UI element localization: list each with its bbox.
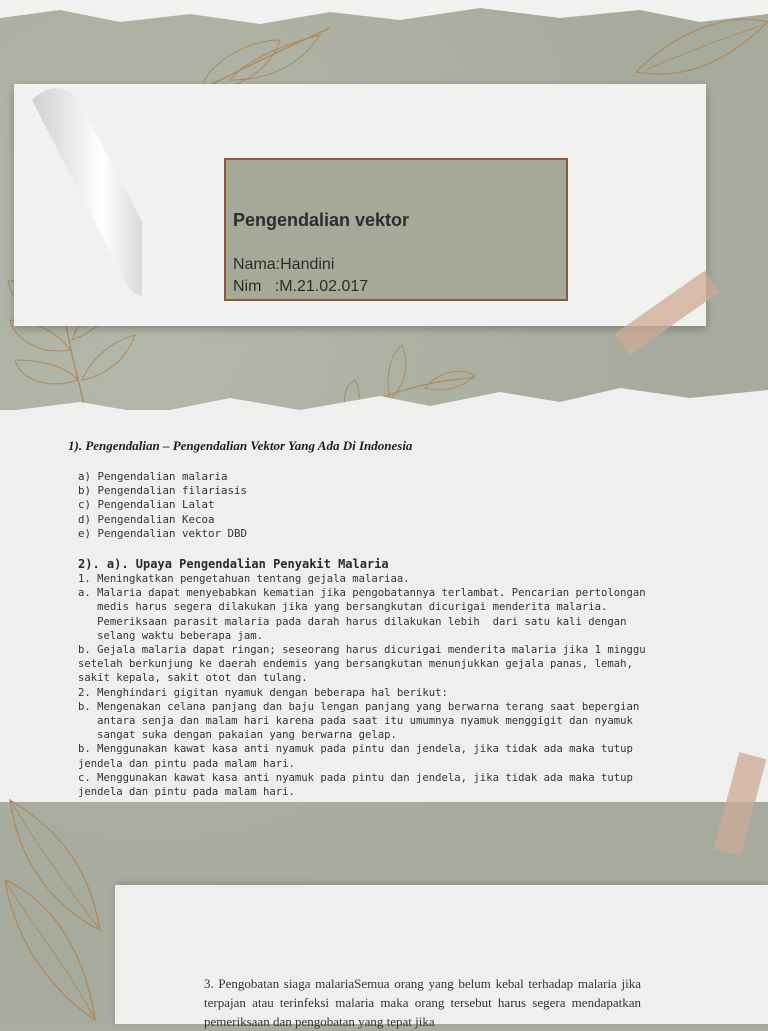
vector-control-list xyxy=(78,470,247,541)
body-line: b. Menggunakan kawat kasa anti nyamuk pada pintu dan jendela, jika tidak ada maka tutup xyxy=(78,743,633,756)
body-line: b. Gejala malaria dapat ringan; seseorang harus dicurigai menderita malaria jika 1 minggu xyxy=(78,644,646,657)
body-line: setelah berkunjung ke daerah endemis yang bersangkutan menunjukkan gejala panas, lemah, xyxy=(78,658,633,671)
title-box xyxy=(224,158,568,301)
body-line: antara senja dan malam hari karena pada saat itu umumnya nyamuk menggigit dan nyamuk xyxy=(78,715,633,728)
body-line: sangat suka dengan pakaian yang berwarna gelap. xyxy=(78,729,397,742)
body-line: b. Mengenakan celana panjang dan baju lengan panjang yang berwarna terang saat bepergian xyxy=(78,700,640,713)
body-line: jendela dan pintu pada malam hari. xyxy=(78,757,295,770)
body-line: jendela dan pintu pada malam hari. xyxy=(78,786,295,799)
section-2-body xyxy=(78,572,714,799)
author-name: Nama:Handini xyxy=(233,256,335,273)
leaf-decoration-icon xyxy=(0,790,110,1024)
body-line: c. Menggunakan kawat kasa anti nyamuk pada pintu dan jendela, jika tidak ada maka tutup xyxy=(78,771,633,784)
page-curl xyxy=(22,80,142,300)
body-line: 2. Menghindari gigitan nyamuk dengan beberapa hal berikut: xyxy=(78,686,448,699)
list-item: c) Pengendalian Lalat xyxy=(78,498,215,512)
body-line: medis harus segera dilakukan jika yang bersangkutan dicurigai menderita malaria. xyxy=(78,601,608,614)
section-3-text: 3. Pengobatan siaga malariaSemua orang yang belum kebal terhadap malaria jika terpajan atau terinfeksi malaria maka orang tersebut harus segera mendapatkan pemeriksaan dan pengobatan yang tepat jika xyxy=(204,976,641,1029)
body-line: 1. Meningkatkan pengetahuan tentang gejala malariaa. xyxy=(78,573,410,585)
body-line: a. Malaria dapat menyebabkan kematian jika pengobatannya terlambat. Pencarian pertolongan xyxy=(78,587,646,600)
document-title: Pengendalian vektor xyxy=(233,210,410,230)
body-line: sakit kepala, sakit otot dan tulang. xyxy=(78,672,308,685)
list-item: b) Pengendalian filariasis xyxy=(78,484,248,498)
body-line: selang waktu beberapa jam. xyxy=(78,629,263,642)
list-item: d) Pengendalian Kecoa xyxy=(78,512,215,526)
author-nim: Nim :M.21.02.017 xyxy=(233,278,369,295)
list-item: a) Pengendalian malaria xyxy=(78,470,228,483)
body-line: Pemeriksaan parasit malaria pada darah harus dilakukan lebih dari satu kali dengan xyxy=(78,615,627,628)
section-2-heading: 2). a). Upaya Pengendalian Penyakit Malaria xyxy=(78,557,389,571)
list-item: e) Pengendalian vektor DBD xyxy=(78,526,248,540)
section-1-heading: 1). Pengendalian – Pengendalian Vektor Yang Ada Di Indonesia xyxy=(68,438,413,453)
